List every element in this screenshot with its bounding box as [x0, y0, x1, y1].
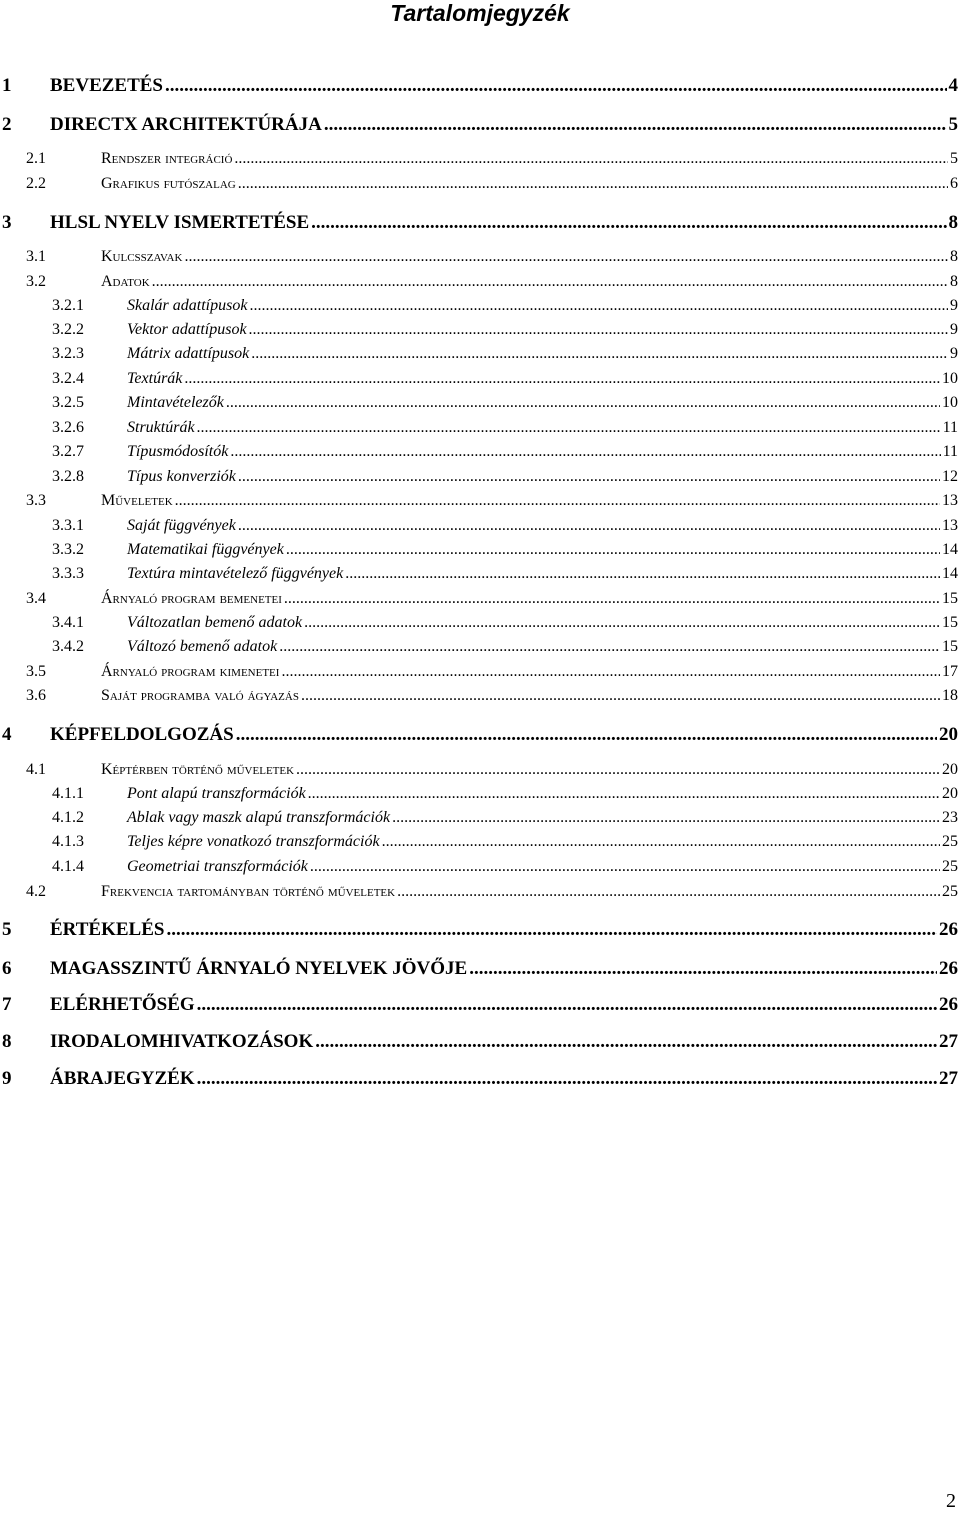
toc-entry-page: 6: [950, 175, 958, 192]
toc-entry-number: 3.2.8: [52, 468, 84, 485]
page-title: Tartalomjegyzék: [390, 0, 570, 26]
toc-entry-title: HLSL NYELV ISMERTETÉSE: [50, 212, 310, 233]
toc-entry-title: BEVEZETÉS: [50, 75, 163, 96]
toc-entry-number: 3: [2, 212, 12, 233]
toc-entry-title: Textúra mintavételező függvények: [127, 565, 344, 582]
toc-entry-page: 5: [950, 150, 958, 167]
toc-entry-number: 8: [2, 1031, 12, 1052]
toc-leader-dots: [234, 150, 948, 168]
toc-entry-page: 27: [939, 1031, 958, 1052]
toc-entry-page: 18: [942, 687, 958, 704]
toc-leader-dots: [301, 687, 940, 705]
toc-entry-title: Rendszer integráció: [101, 150, 233, 167]
toc-entry-title: Típus konverziók: [127, 468, 236, 485]
toc-entry-title: KÉPFELDOLGOZÁS: [50, 724, 234, 745]
toc-entry-page: 9: [950, 345, 958, 362]
toc-entry-number: 1: [2, 75, 12, 96]
toc-entry[interactable]: [0, 1068, 960, 1090]
toc-leader-dots: [311, 212, 946, 234]
toc-entry-page: 26: [939, 994, 958, 1015]
toc-entry[interactable]: [0, 212, 960, 234]
toc-entry[interactable]: [0, 75, 960, 97]
toc-entry-page: 5: [948, 114, 958, 135]
toc-leader-dots: [469, 958, 937, 980]
toc-entry-number: 3.3.3: [52, 565, 84, 582]
toc-entry-title: Műveletek: [101, 492, 173, 509]
toc-leader-dots: [197, 1068, 937, 1090]
toc-entry-page: 25: [942, 833, 958, 850]
toc-entry[interactable]: [0, 321, 960, 343]
toc-entry-number: 7: [2, 994, 12, 1015]
toc-leader-dots: [284, 590, 940, 608]
toc-entry-title: IRODALOMHIVATKOZÁSOK: [50, 1031, 314, 1052]
toc-entry[interactable]: [0, 994, 960, 1016]
toc-leader-dots: [166, 919, 937, 941]
toc-leader-dots: [236, 724, 937, 746]
toc-entry-number: 6: [2, 958, 12, 979]
toc-leader-dots: [226, 394, 940, 412]
toc-entry-page: 14: [942, 565, 958, 582]
toc-entry-page: 15: [942, 590, 958, 607]
toc-entry-number: 5: [2, 919, 12, 940]
toc-entry-number: 9: [2, 1068, 12, 1089]
toc-entry[interactable]: [0, 468, 960, 490]
toc-entry[interactable]: [0, 687, 960, 709]
toc-entry[interactable]: [0, 419, 960, 441]
toc-entry-page: 4: [948, 75, 958, 96]
toc-entry[interactable]: [0, 761, 960, 783]
toc-entry-page: 20: [939, 724, 958, 745]
page-number: 2: [946, 1490, 956, 1512]
toc-entry-title: DIRECTX ARCHITEKTÚRÁJA: [50, 114, 322, 135]
toc-entry[interactable]: [0, 150, 960, 172]
toc-entry[interactable]: [0, 370, 960, 392]
toc-entry[interactable]: [0, 517, 960, 539]
toc-entry-number: 2.1: [26, 150, 46, 167]
toc-entry-page: 8: [950, 248, 958, 265]
toc-leader-dots: [184, 248, 948, 266]
toc-entry-number: 4.2: [26, 883, 46, 900]
toc-entry-number: 3.4: [26, 590, 46, 607]
toc-entry-title: Struktúrák: [127, 419, 195, 436]
toc-entry-number: 4.1.4: [52, 858, 84, 875]
toc-leader-dots: [197, 994, 937, 1016]
toc-leader-dots: [152, 273, 948, 291]
toc-entry[interactable]: [0, 785, 960, 807]
toc-entry-number: 3.2.7: [52, 443, 84, 460]
toc-entry-page: 11: [942, 443, 958, 460]
toc-entry[interactable]: [0, 663, 960, 685]
toc-entry-title: Típusmódosítók: [127, 443, 229, 460]
toc-entry-number: 2.2: [26, 175, 46, 192]
toc-entry-page: 26: [939, 958, 958, 979]
toc-entry-number: 4.1.3: [52, 833, 84, 850]
toc-entry-page: 12: [942, 468, 958, 485]
toc-leader-dots: [392, 809, 940, 827]
toc-entry-number: 3.6: [26, 687, 46, 704]
toc-entry-number: 4: [2, 724, 12, 745]
toc-leader-dots: [345, 565, 940, 583]
toc-entry-title: Geometriai transzformációk: [127, 858, 308, 875]
toc-entry-title: Matematikai függvények: [127, 541, 284, 558]
toc-leader-dots: [310, 858, 940, 876]
toc-entry-number: 3.2.1: [52, 297, 84, 314]
toc-entry[interactable]: [0, 443, 960, 465]
toc-entry-number: 3.1: [26, 248, 46, 265]
toc-entry-number: 3.3.2: [52, 541, 84, 558]
toc-entry-number: 4.1.2: [52, 809, 84, 826]
toc-entry-title: Árnyaló program kimenetei: [101, 663, 280, 680]
toc-entry[interactable]: [0, 614, 960, 636]
toc-entry-number: 4.1: [26, 761, 46, 778]
toc-entry[interactable]: [0, 394, 960, 416]
toc-entry-page: 8: [950, 273, 958, 290]
toc-entry[interactable]: [0, 114, 960, 136]
toc-entry-page: 10: [942, 370, 958, 387]
toc-entry-page: 9: [950, 321, 958, 338]
toc-leader-dots: [230, 443, 940, 461]
toc-entry-title: Frekvencia tartományban történő műveletek: [101, 883, 396, 900]
toc-entry-title: Skalár adattípusok: [127, 297, 248, 314]
toc-entry-page: 26: [939, 919, 958, 940]
toc-entry-number: 3.2: [26, 273, 46, 290]
toc-entry-title: Ablak vagy maszk alapú transzformációk: [127, 809, 391, 826]
toc-entry-title: Mátrix adattípusok: [127, 345, 250, 362]
toc-entry-page: 23: [942, 809, 958, 826]
toc-leader-dots: [382, 833, 940, 851]
toc-entry-title: Vektor adattípusok: [127, 321, 247, 338]
toc-entry-title: Mintavételezők: [127, 394, 224, 411]
toc-leader-dots: [165, 75, 947, 97]
toc-entry-number: 3.2.6: [52, 419, 84, 436]
toc-entry-number: 3.2.3: [52, 345, 84, 362]
toc-entry[interactable]: [0, 345, 960, 367]
toc-entry[interactable]: [0, 858, 960, 880]
toc-entry-title: Saját függvények: [127, 517, 236, 534]
toc-leader-dots: [184, 370, 940, 388]
toc-entry-page: 10: [942, 394, 958, 411]
toc-leader-dots: [279, 638, 940, 656]
toc-entry[interactable]: [0, 565, 960, 587]
toc-entry-title: Képtérben történő műveletek: [101, 761, 295, 778]
toc-entry-title: Adatok: [101, 273, 150, 290]
toc-entry-title: Árnyaló program bemenetei: [101, 590, 282, 607]
toc-leader-dots: [249, 297, 948, 315]
toc-entry[interactable]: [0, 958, 960, 980]
toc-entry-page: 27: [939, 1068, 958, 1089]
toc-entry[interactable]: [0, 492, 960, 514]
toc-entry[interactable]: [0, 175, 960, 197]
toc-entry[interactable]: [0, 541, 960, 563]
toc-entry[interactable]: [0, 919, 960, 941]
toc-leader-dots: [281, 663, 940, 681]
toc-entry[interactable]: [0, 833, 960, 855]
toc-leader-dots: [249, 321, 948, 339]
toc-leader-dots: [315, 1031, 937, 1053]
toc-entry-title: ÉRTÉKELÉS: [50, 919, 165, 940]
toc-entry-page: 13: [942, 517, 958, 534]
toc-entry[interactable]: [0, 809, 960, 831]
toc-entry-number: 3.3.1: [52, 517, 84, 534]
toc-entry[interactable]: [0, 297, 960, 319]
toc-entry-title: ELÉRHETŐSÉG: [50, 994, 195, 1015]
toc-entry-title: Kulcsszavak: [101, 248, 183, 265]
toc-leader-dots: [286, 541, 940, 559]
toc-entry-page: 8: [948, 212, 958, 233]
toc-entry-page: 20: [942, 761, 958, 778]
toc-entry[interactable]: [0, 248, 960, 270]
toc-leader-dots: [296, 761, 940, 779]
toc-entry[interactable]: [0, 590, 960, 612]
toc-entry-title: Változatlan bemenő adatok: [127, 614, 303, 631]
toc-entry-title: MAGASSZINTŰ ÁRNYALÓ NYELVEK JÖVŐJE: [50, 958, 468, 979]
toc-entry-title: Pont alapú transzformációk: [127, 785, 306, 802]
toc-leader-dots: [308, 785, 940, 803]
toc-entry-number: 3.2.4: [52, 370, 84, 387]
toc-leader-dots: [251, 345, 948, 363]
toc-leader-dots: [197, 419, 941, 437]
toc-leader-dots: [324, 114, 947, 136]
toc-entry-title: ÁBRAJEGYZÉK: [50, 1068, 195, 1089]
toc-leader-dots: [175, 492, 940, 510]
toc-entry-number: 2: [2, 114, 12, 135]
toc-entry-title: Saját programba való ágyazás: [101, 687, 299, 704]
toc-entry-number: 3.2.2: [52, 321, 84, 338]
toc-entry-title: Teljes képre vonatkozó transzformációk: [127, 833, 380, 850]
toc-leader-dots: [397, 883, 940, 901]
toc-entry[interactable]: [0, 883, 960, 905]
toc-leader-dots: [238, 468, 940, 486]
toc-entry-page: 25: [942, 858, 958, 875]
toc-entry-number: 3.2.5: [52, 394, 84, 411]
toc-entry-number: 3.3: [26, 492, 46, 509]
toc-entry-page: 9: [950, 297, 958, 314]
toc-entry-page: 14: [942, 541, 958, 558]
toc-entry[interactable]: [0, 1031, 960, 1053]
toc-entry-number: 3.4.2: [52, 638, 84, 655]
toc-entry-number: 3.5: [26, 663, 46, 680]
toc-entry-title: Grafikus futószalag: [101, 175, 236, 192]
toc-entry-page: 15: [942, 638, 958, 655]
toc-entry-page: 11: [942, 419, 958, 436]
toc-leader-dots: [304, 614, 940, 632]
toc-entry[interactable]: [0, 638, 960, 660]
toc-entry-page: 20: [942, 785, 958, 802]
toc-entry-page: 25: [942, 883, 958, 900]
toc-entry[interactable]: [0, 273, 960, 295]
toc-entry-title: Textúrák: [127, 370, 183, 387]
toc-entry-number: 3.4.1: [52, 614, 84, 631]
toc-entry-page: 15: [942, 614, 958, 631]
toc-entry-page: 13: [942, 492, 958, 509]
toc-entry[interactable]: [0, 724, 960, 746]
toc-entry-title: Változó bemenő adatok: [127, 638, 278, 655]
toc-leader-dots: [238, 517, 940, 535]
toc-leader-dots: [238, 175, 948, 193]
toc-entry-page: 17: [942, 663, 958, 680]
toc-entry-number: 4.1.1: [52, 785, 84, 802]
